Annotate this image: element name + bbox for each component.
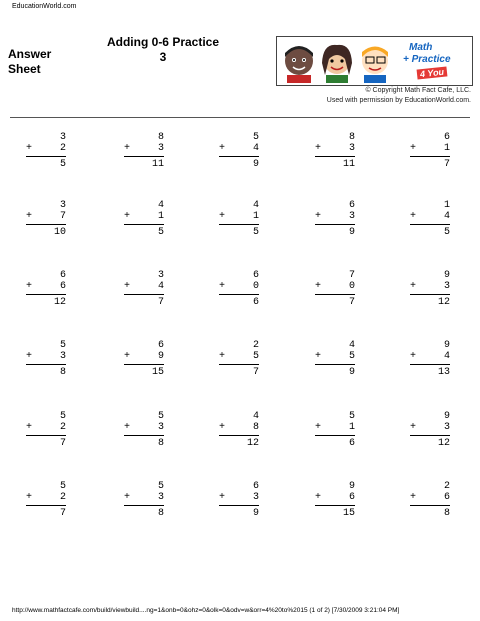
plus-operator: + — [410, 422, 417, 433]
addition-problem — [410, 132, 450, 171]
top-addend: 9 — [443, 340, 450, 351]
plus-operator: + — [219, 281, 226, 292]
copyright-line-1: © Copyright Math Fact Cafe, LLC. — [365, 87, 471, 94]
plus-operator: + — [124, 211, 131, 222]
addition-problem — [315, 132, 355, 171]
answer-sum: 12 — [437, 438, 450, 449]
addition-problem — [26, 200, 66, 239]
bottom-addend: 2 — [59, 143, 66, 154]
bottom-addend: 4 — [157, 281, 164, 292]
bottom-addend: 0 — [252, 281, 259, 292]
top-addend: 5 — [157, 481, 164, 492]
math-practice-banner — [276, 36, 473, 86]
plus-operator: + — [410, 211, 417, 222]
addition-problem — [219, 340, 259, 379]
sum-line — [315, 505, 355, 506]
top-addend: 5 — [348, 411, 355, 422]
bottom-addend: 4 — [443, 351, 450, 362]
answer-sum: 8 — [443, 508, 450, 519]
answer-sum: 12 — [53, 297, 66, 308]
page-footer-url: http://www.mathfactcafe.com/build/viewbuild....ng=1&onb=0&ohz=0&olk=0&odv=w&orr=4%20to%2015 (1 of 2) [7/30/2009 3:21:04 PM] — [12, 607, 400, 614]
bottom-addend: 1 — [443, 143, 450, 154]
plus-operator: + — [124, 422, 131, 433]
top-addend: 1 — [443, 200, 450, 211]
plus-operator: + — [124, 492, 131, 503]
answer-sum: 7 — [252, 367, 259, 378]
plus-operator: + — [219, 143, 226, 154]
answer-sheet-label: Answer Sheet — [8, 47, 52, 76]
copyright-notice — [327, 86, 471, 106]
answer-sum: 5 — [157, 227, 164, 238]
plus-operator: + — [410, 281, 417, 292]
top-addend: 4 — [252, 411, 259, 422]
plus-operator: + — [26, 351, 33, 362]
top-addend: 6 — [59, 270, 66, 281]
addition-problem — [315, 411, 355, 450]
answer-sum: 5 — [443, 227, 450, 238]
addition-problem — [410, 481, 450, 520]
top-addend: 4 — [252, 200, 259, 211]
addition-problem — [410, 200, 450, 239]
plus-operator: + — [26, 492, 33, 503]
header-divider — [10, 117, 470, 118]
math-practice-logo — [401, 41, 469, 81]
top-addend: 5 — [252, 132, 259, 143]
addition-problem — [219, 411, 259, 450]
sum-line — [410, 156, 450, 157]
addition-problem — [219, 200, 259, 239]
sum-line — [315, 364, 355, 365]
addition-problem — [124, 411, 164, 450]
plus-operator: + — [315, 351, 322, 362]
sum-line — [219, 156, 259, 157]
top-addend: 6 — [157, 340, 164, 351]
plus-operator: + — [124, 281, 131, 292]
addition-problem — [26, 132, 66, 171]
plus-operator: + — [315, 143, 322, 154]
addition-problem — [410, 340, 450, 379]
addition-problem — [26, 340, 66, 379]
plus-operator: + — [124, 143, 131, 154]
addition-problem — [315, 200, 355, 239]
top-addend: 4 — [348, 340, 355, 351]
addition-problem — [315, 270, 355, 309]
addition-problem — [124, 481, 164, 520]
sum-line — [219, 294, 259, 295]
answer-sum: 12 — [246, 438, 259, 449]
answer-sum: 11 — [342, 159, 355, 170]
answer-sum: 7 — [157, 297, 164, 308]
plus-operator: + — [315, 281, 322, 292]
answer-sum: 6 — [252, 297, 259, 308]
top-addend: 6 — [252, 481, 259, 492]
bottom-addend: 3 — [59, 351, 66, 362]
top-addend: 8 — [157, 132, 164, 143]
bottom-addend: 1 — [252, 211, 259, 222]
sum-line — [315, 435, 355, 436]
answer-sum: 9 — [348, 227, 355, 238]
plus-operator: + — [219, 351, 226, 362]
logo-text-practice: + Practice — [403, 54, 451, 65]
sum-line — [26, 294, 66, 295]
bottom-addend: 2 — [59, 492, 66, 503]
top-addend: 9 — [443, 270, 450, 281]
title-line-1: Adding 0-6 Practice — [106, 35, 220, 49]
answer-sum: 9 — [252, 508, 259, 519]
plus-operator: + — [26, 422, 33, 433]
answer-sum: 15 — [151, 367, 164, 378]
addition-problem — [410, 270, 450, 309]
top-addend: 6 — [252, 270, 259, 281]
sum-line — [124, 435, 164, 436]
top-addend: 3 — [59, 200, 66, 211]
bottom-addend: 3 — [348, 211, 355, 222]
title-line-2: 3 — [159, 50, 167, 64]
logo-text-4you: 4 You — [417, 66, 448, 79]
bottom-addend: 3 — [157, 422, 164, 433]
top-addend: 4 — [157, 200, 164, 211]
answer-sum: 5 — [252, 227, 259, 238]
cartoon-kids-illustration — [279, 41, 397, 83]
top-addend: 6 — [443, 132, 450, 143]
top-addend: 8 — [348, 132, 355, 143]
top-addend: 7 — [348, 270, 355, 281]
sum-line — [410, 435, 450, 436]
top-addend: 2 — [252, 340, 259, 351]
bottom-addend: 2 — [59, 422, 66, 433]
answer-sum: 11 — [151, 159, 164, 170]
sum-line — [124, 294, 164, 295]
plus-operator: + — [315, 492, 322, 503]
plus-operator: + — [410, 492, 417, 503]
answer-sum: 7 — [59, 508, 66, 519]
answer-sum: 9 — [348, 367, 355, 378]
sum-line — [124, 505, 164, 506]
sum-line — [410, 224, 450, 225]
sum-line — [124, 364, 164, 365]
plus-operator: + — [315, 422, 322, 433]
addition-problem — [315, 481, 355, 520]
logo-text-math: Math — [409, 42, 433, 53]
sum-line — [26, 156, 66, 157]
bottom-addend: 3 — [443, 422, 450, 433]
top-addend: 5 — [157, 411, 164, 422]
addition-problem — [315, 340, 355, 379]
bottom-addend: 1 — [157, 211, 164, 222]
sum-line — [315, 294, 355, 295]
addition-problem — [410, 411, 450, 450]
sum-line — [124, 156, 164, 157]
sum-line — [219, 224, 259, 225]
sum-line — [410, 294, 450, 295]
addition-problem — [219, 270, 259, 309]
worksheet-title — [88, 35, 238, 65]
answer-sum: 8 — [157, 508, 164, 519]
sum-line — [26, 435, 66, 436]
bottom-addend: 8 — [252, 422, 259, 433]
sum-line — [315, 156, 355, 157]
plus-operator: + — [315, 211, 322, 222]
bottom-addend: 4 — [443, 211, 450, 222]
answer-sum: 7 — [443, 159, 450, 170]
bottom-addend: 0 — [348, 281, 355, 292]
sum-line — [410, 364, 450, 365]
sum-line — [219, 435, 259, 436]
bottom-addend: 5 — [348, 351, 355, 362]
plus-operator: + — [410, 351, 417, 362]
bottom-addend: 3 — [157, 492, 164, 503]
answer-sum: 9 — [252, 159, 259, 170]
sum-line — [410, 505, 450, 506]
top-addend: 5 — [59, 411, 66, 422]
bottom-addend: 1 — [348, 422, 355, 433]
addition-problem — [219, 132, 259, 171]
sum-line — [26, 364, 66, 365]
answer-sum: 7 — [348, 297, 355, 308]
addition-problem — [124, 340, 164, 379]
answer-sum: 8 — [59, 367, 66, 378]
bottom-addend: 3 — [348, 143, 355, 154]
sum-line — [219, 364, 259, 365]
copyright-line-2: Used with permission by EducationWorld.com. — [326, 97, 471, 104]
addition-problem — [124, 270, 164, 309]
plus-operator: + — [410, 143, 417, 154]
addition-problem — [124, 200, 164, 239]
plus-operator: + — [219, 492, 226, 503]
bottom-addend: 3 — [157, 143, 164, 154]
addition-problem — [124, 132, 164, 171]
answer-sum: 6 — [348, 438, 355, 449]
top-addend: 9 — [443, 411, 450, 422]
bottom-addend: 3 — [252, 492, 259, 503]
top-addend: 3 — [157, 270, 164, 281]
plus-operator: + — [26, 281, 33, 292]
addition-problem — [26, 411, 66, 450]
bottom-addend: 3 — [443, 281, 450, 292]
top-addend: 9 — [348, 481, 355, 492]
answer-sum: 7 — [59, 438, 66, 449]
addition-problem — [26, 270, 66, 309]
bottom-addend: 6 — [443, 492, 450, 503]
top-addend: 6 — [348, 200, 355, 211]
sum-line — [315, 224, 355, 225]
answer-sum: 12 — [437, 297, 450, 308]
plus-operator: + — [219, 422, 226, 433]
sum-line — [26, 224, 66, 225]
bottom-addend: 7 — [59, 211, 66, 222]
plus-operator: + — [26, 211, 33, 222]
plus-operator: + — [26, 143, 33, 154]
bottom-addend: 9 — [157, 351, 164, 362]
sum-line — [219, 505, 259, 506]
plus-operator: + — [219, 211, 226, 222]
answer-sum: 15 — [342, 508, 355, 519]
bottom-addend: 5 — [252, 351, 259, 362]
answer-sum: 8 — [157, 438, 164, 449]
top-addend: 5 — [59, 340, 66, 351]
answer-sum: 13 — [437, 367, 450, 378]
top-addend: 2 — [443, 481, 450, 492]
sum-line — [26, 505, 66, 506]
sum-line — [124, 224, 164, 225]
answer-sum: 10 — [53, 227, 66, 238]
site-label: EducationWorld.com — [12, 3, 77, 10]
top-addend: 3 — [59, 132, 66, 143]
bottom-addend: 6 — [348, 492, 355, 503]
addition-problem — [26, 481, 66, 520]
bottom-addend: 6 — [59, 281, 66, 292]
answer-sum: 5 — [59, 159, 66, 170]
bottom-addend: 4 — [252, 143, 259, 154]
top-addend: 5 — [59, 481, 66, 492]
addition-problem — [219, 481, 259, 520]
plus-operator: + — [124, 351, 131, 362]
